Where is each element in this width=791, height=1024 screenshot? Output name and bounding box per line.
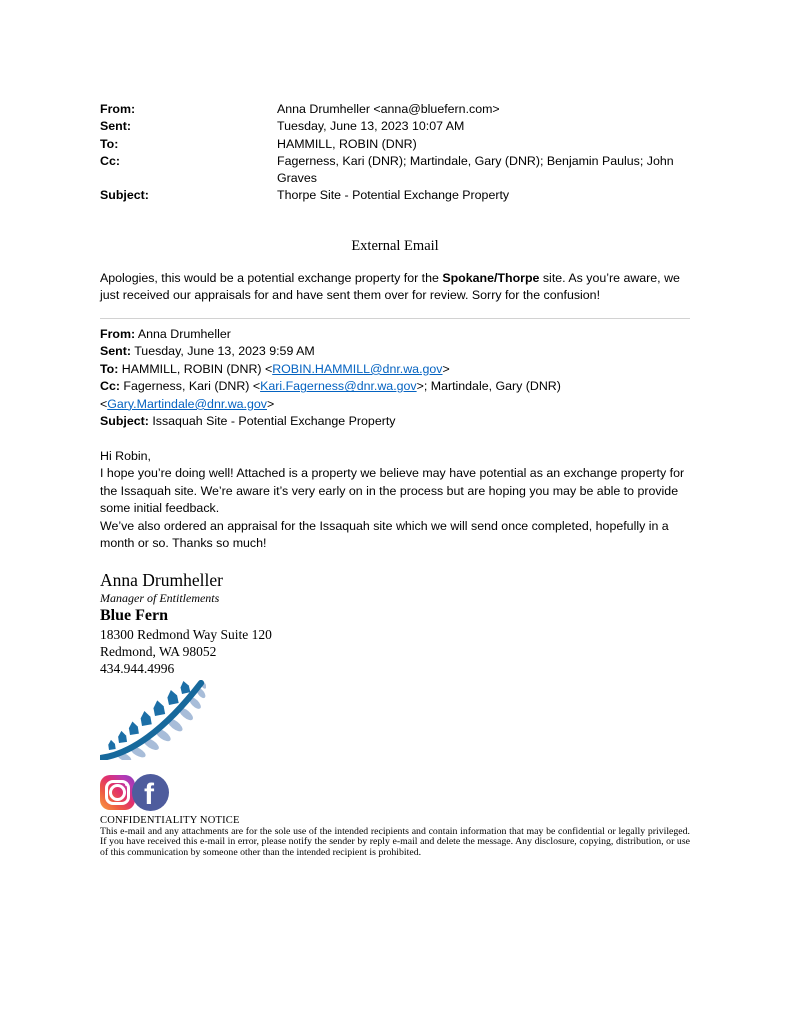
signature-block [100, 569, 690, 677]
facebook-icon[interactable] [132, 774, 169, 811]
header-row-to [100, 136, 690, 153]
email-link-kari-fagerness[interactable]: Kari.Fagerness@dnr.wa.gov [260, 379, 417, 394]
quoted-subject-row [100, 413, 690, 431]
message-greeting: Hi Robin, [100, 448, 151, 463]
signature-company: Blue Fern [100, 606, 168, 624]
message-body [100, 448, 690, 553]
cc-value: Fagerness, Kari (DNR); Martindale, Gary (DNR); Benjamin Paulus; John Graves [277, 153, 674, 186]
quoted-from-value: Anna Drumheller [135, 326, 231, 341]
subject-label: Subject: [100, 188, 149, 203]
message-paragraph-2: We’ve also ordered an appraisal for the Issaquah site which we will send once completed, hopefully in a month or so. Thanks so much! [100, 518, 669, 551]
signature-address-2: Redmond, WA 98052 [100, 643, 217, 659]
sent-label: Sent: [100, 119, 131, 134]
quoted-cc-row [100, 378, 690, 413]
blue-fern-leaf-logo-icon [100, 680, 206, 760]
email-header [100, 101, 690, 205]
quoted-email-header [100, 326, 690, 431]
reply-text-bold: Spokane/Thorpe [442, 270, 540, 285]
cc-label: Cc: [100, 153, 120, 168]
quoted-sent-row [100, 343, 690, 361]
quoted-to-row [100, 361, 690, 379]
signature-address-1: 18300 Redmond Way Suite 120 [100, 626, 272, 642]
quoted-subject-label: Subject: [100, 414, 149, 429]
email-link-gary-martindale[interactable]: Gary.Martindale@dnr.wa.gov [107, 396, 267, 411]
reply-text-1: Apologies, this would be a potential exchange property for the [100, 270, 443, 285]
signature-job-title: Manager of Entitlements [100, 590, 220, 605]
header-row-sent [100, 118, 690, 135]
quoted-to-label: To: [100, 361, 119, 376]
external-email-banner: External Email [351, 237, 439, 254]
from-value: Anna Drumheller <anna@bluefern.com> [277, 102, 500, 116]
quoted-cc-bracket-close: > [266, 396, 275, 411]
quoted-cc-label: Cc: [100, 379, 120, 394]
header-row-from [100, 101, 690, 118]
header-row-subject [100, 187, 690, 204]
signature-phone: 434.944.4996 [100, 660, 175, 676]
confidentiality-notice-body: This e-mail and any attachments are for the sole use of the intended recipients and contain information that may be confidential or legally privileged. If you have received this e-mail in error, please notify the sender by reply e-mail and delete the message. Any disclosure, copying, distribution, or use of this communication by someone other than the intended recipient is prohibited. [100, 825, 690, 858]
sent-value: Tuesday, June 13, 2023 10:07 AM [277, 119, 465, 134]
quoted-from-label: From: [100, 326, 136, 341]
quoted-to-bracket: > [442, 361, 450, 376]
confidentiality-notice [100, 815, 690, 858]
reply-text-2: site. As you’re aware, we just received our appraisals for and have sent them over for review. Sorry for the confusion! [100, 270, 680, 303]
to-value: HAMMILL, ROBIN (DNR) [277, 136, 417, 151]
quoted-sent-value: Tuesday, June 13, 2023 9:59 AM [130, 344, 315, 359]
confidentiality-notice-title: CONFIDENTIALITY NOTICE [100, 814, 240, 826]
quoted-cc-text-2: >; Martindale, Gary (DNR) [416, 379, 561, 394]
quoted-sent-label: Sent: [100, 344, 131, 359]
quoted-cc-text-1: Fagerness, Kari (DNR) < [119, 379, 261, 394]
signature-name: Anna Drumheller [100, 569, 223, 590]
social-icons [100, 774, 690, 812]
from-label: From: [100, 102, 136, 116]
reply-body [100, 270, 690, 305]
instagram-icon[interactable] [100, 775, 135, 810]
instagram-flash-dot [125, 782, 129, 786]
subject-value: Thorpe Site - Potential Exchange Property [277, 188, 510, 203]
header-row-cc [100, 153, 690, 188]
quoted-message-divider [100, 318, 690, 319]
quoted-to-text: HAMMILL, ROBIN (DNR) < [118, 361, 273, 376]
message-paragraph-1: I hope you’re doing well! Attached is a property we believe may have potential as an exchange property for the Issaquah site. We’re aware it’s very early on in the process but are hoping you may be able to provide some initial feedback. [100, 466, 685, 516]
facebook-f-glyph: f [144, 778, 154, 812]
quoted-from-row [100, 326, 690, 344]
quoted-subject-value: Issaquah Site - Potential Exchange Property [148, 414, 396, 429]
to-label: To: [100, 136, 119, 151]
quoted-cc-bracket-open: < [100, 396, 108, 411]
email-link-robin-hammill[interactable]: ROBIN.HAMMILL@dnr.wa.gov [272, 361, 443, 376]
